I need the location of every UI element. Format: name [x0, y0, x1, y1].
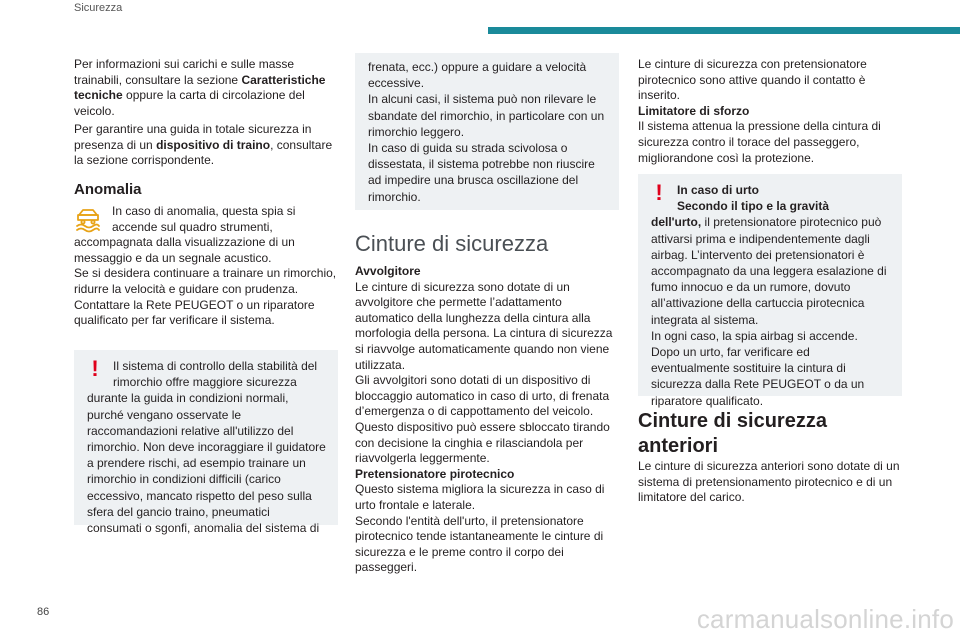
stability-warning-box	[74, 350, 338, 536]
anomalia-text-3: Contattare la Rete PEUGEOT o un riparatore qualificato per far verificare il sistema.	[74, 297, 315, 328]
pretensioner-text-2: Secondo l'entità dell'urto, il pretensionatore pirotecnico tende istantaneamente le cinture di sicurezza e le preme contro il corpo dei passeggeri.	[355, 513, 604, 575]
pretensioner-active-text: Le cinture di sicurezza con pretensionatore pirotecnico sono attive quando il contatto è inserito.	[638, 57, 867, 103]
crash-warning-text-2: In ogni caso, la spia airbag si accende.	[651, 328, 858, 343]
trailer-warning-lamp-icon	[74, 206, 102, 234]
pretensioner-continued	[638, 57, 902, 166]
warning-exclamation-icon: !	[91, 356, 99, 381]
anomalia-line-1: In caso di anomalia, questa spia si	[112, 204, 296, 218]
front-seat-belts-heading: Cinture di sicurezza anteriori	[638, 410, 827, 457]
anomalia-text-2: Se si desidera continuare a trainare un rimorchio, ridurre la velocità e guidare con prudenza.	[74, 266, 337, 296]
retractor-section	[355, 264, 619, 576]
pretensioner-text-1: Questo sistema migliora la sicurezza in caso di urto frontale e laterale.	[355, 482, 605, 512]
crash-warning-box	[638, 174, 902, 408]
force-limiter-text: Il sistema attenua la pressione della cintura di sicurezza contro il torace del passeggero, migliorandone così la protezione.	[638, 119, 881, 165]
intro-paragraph-2	[74, 122, 338, 169]
retractor-text-2: Gli avvolgitori sono dotati di un dispositivo di bloccaggio automatico in caso di urto, di frenata d’emergenza o di cappottamento del veicolo. Questo dispositivo può essere sbloccato tirando con decisione la cinghia e rilasciandola per riavvolgerla leggermente.	[355, 373, 610, 466]
front-seat-belts-text: Le cinture di sicurezza anteriori sono dotate di un sistema di pretensionamento pirotecnico e di un limitatore del carico.	[638, 459, 900, 505]
link-towing-device: dispositivo di traino	[156, 137, 271, 152]
intro-text: Per garantire una guida in totale sicurezza in presenza di un	[74, 122, 312, 152]
header-accent-bar	[488, 27, 960, 34]
crash-warning-title-2: Secondo il tipo e la gravità	[677, 199, 830, 214]
box-text-1: frenata, ecc.) oppure a guidare a velocità eccessive.	[368, 60, 587, 91]
crash-warning-title-1: In caso di urto	[677, 183, 760, 197]
crash-warning-text-3: Dopo un urto, far verificare ed eventualmente sostituire la cintura di sicurezza dalla Rete PEUGEOT o da un riparatore qualificato.	[651, 345, 865, 408]
seat-belts-heading: Cinture di sicurezza	[355, 231, 549, 256]
watermark: carmanualsonline.info	[696, 604, 954, 634]
intro-text: , consultare la sezione corrispondente.	[74, 137, 333, 168]
pretensioner-heading: Pretensionatore pirotecnico	[355, 466, 515, 481]
anomalia-text: accompagnata dalla visualizzazione di un messaggio e da un segnale acustico.	[74, 235, 295, 265]
box-text-2: In alcuni casi, il sistema può non rilevare le sbandate del rimorchio, in particolare con un rimorchio leggero.	[368, 92, 605, 139]
retractor-heading: Avvolgitore	[355, 264, 421, 278]
warning-line-2: rimorchio offre maggiore sicurezza	[113, 375, 297, 390]
anomalia-block	[74, 204, 338, 329]
anomalia-heading: Anomalia	[74, 181, 142, 198]
running-header: Sicurezza	[74, 2, 123, 14]
retractor-text-1: Le cinture di sicurezza sono dotate di un avvolgitore che permette l’adattamento automatico della lunghezza della cintura alla morfologia della persona. La cintura di sicurezza si riavvolge automaticamente quando non viene utilizzata.	[355, 279, 613, 372]
crash-warning-title-3: dell'urto,	[651, 215, 702, 230]
force-limiter-heading: Limitatore di sforzo	[638, 103, 750, 118]
intro-paragraph-1	[74, 57, 338, 119]
crash-warning-text: il pretensionatore pirotecnico può attivarsi prima e indipendentemente dagli airbag. L’intervento dei pretensionatori è accompagnato da una leggera esalazione di fumo innocuo e da un rumore, dovuto all’attivazione della cartuccia pirotecnica integrata al sistema.	[651, 215, 887, 327]
stability-warning-box-continued	[355, 53, 619, 210]
box-text-3: In caso di guida su strada scivolosa o dissestata, il sistema potrebbe non riuscire ad impedire una brusca oscillazione del rimorchio.	[368, 141, 595, 204]
warning-exclamation-icon: !	[655, 180, 663, 205]
warning-text: durante la guida in condizioni normali, purché vengano osservate le raccomandazioni relative all'utilizzo del rimorchio. Non deve incoraggiare il guidatore a prendere rischi, ad esempio trainare un rimorchio in condizioni difficili (carico eccessivo, mancato rispetto del peso sulla sfera del gancio traino, pneumatici consumati o sgonfi, anomalia del sistema di	[87, 391, 326, 536]
anomalia-line-2: accende sul quadro strumenti,	[112, 219, 273, 234]
intro-text: Per informazioni sui carichi e sulle masse trainabili, consultare la sezione	[74, 57, 295, 87]
intro-text: oppure la carta di circolazione del veicolo.	[74, 88, 305, 118]
link-technical-data: Caratteristiche tecniche	[74, 72, 326, 103]
page-number: 86	[37, 606, 50, 618]
warning-line-1: Il sistema di controllo della stabilità del	[113, 359, 318, 373]
